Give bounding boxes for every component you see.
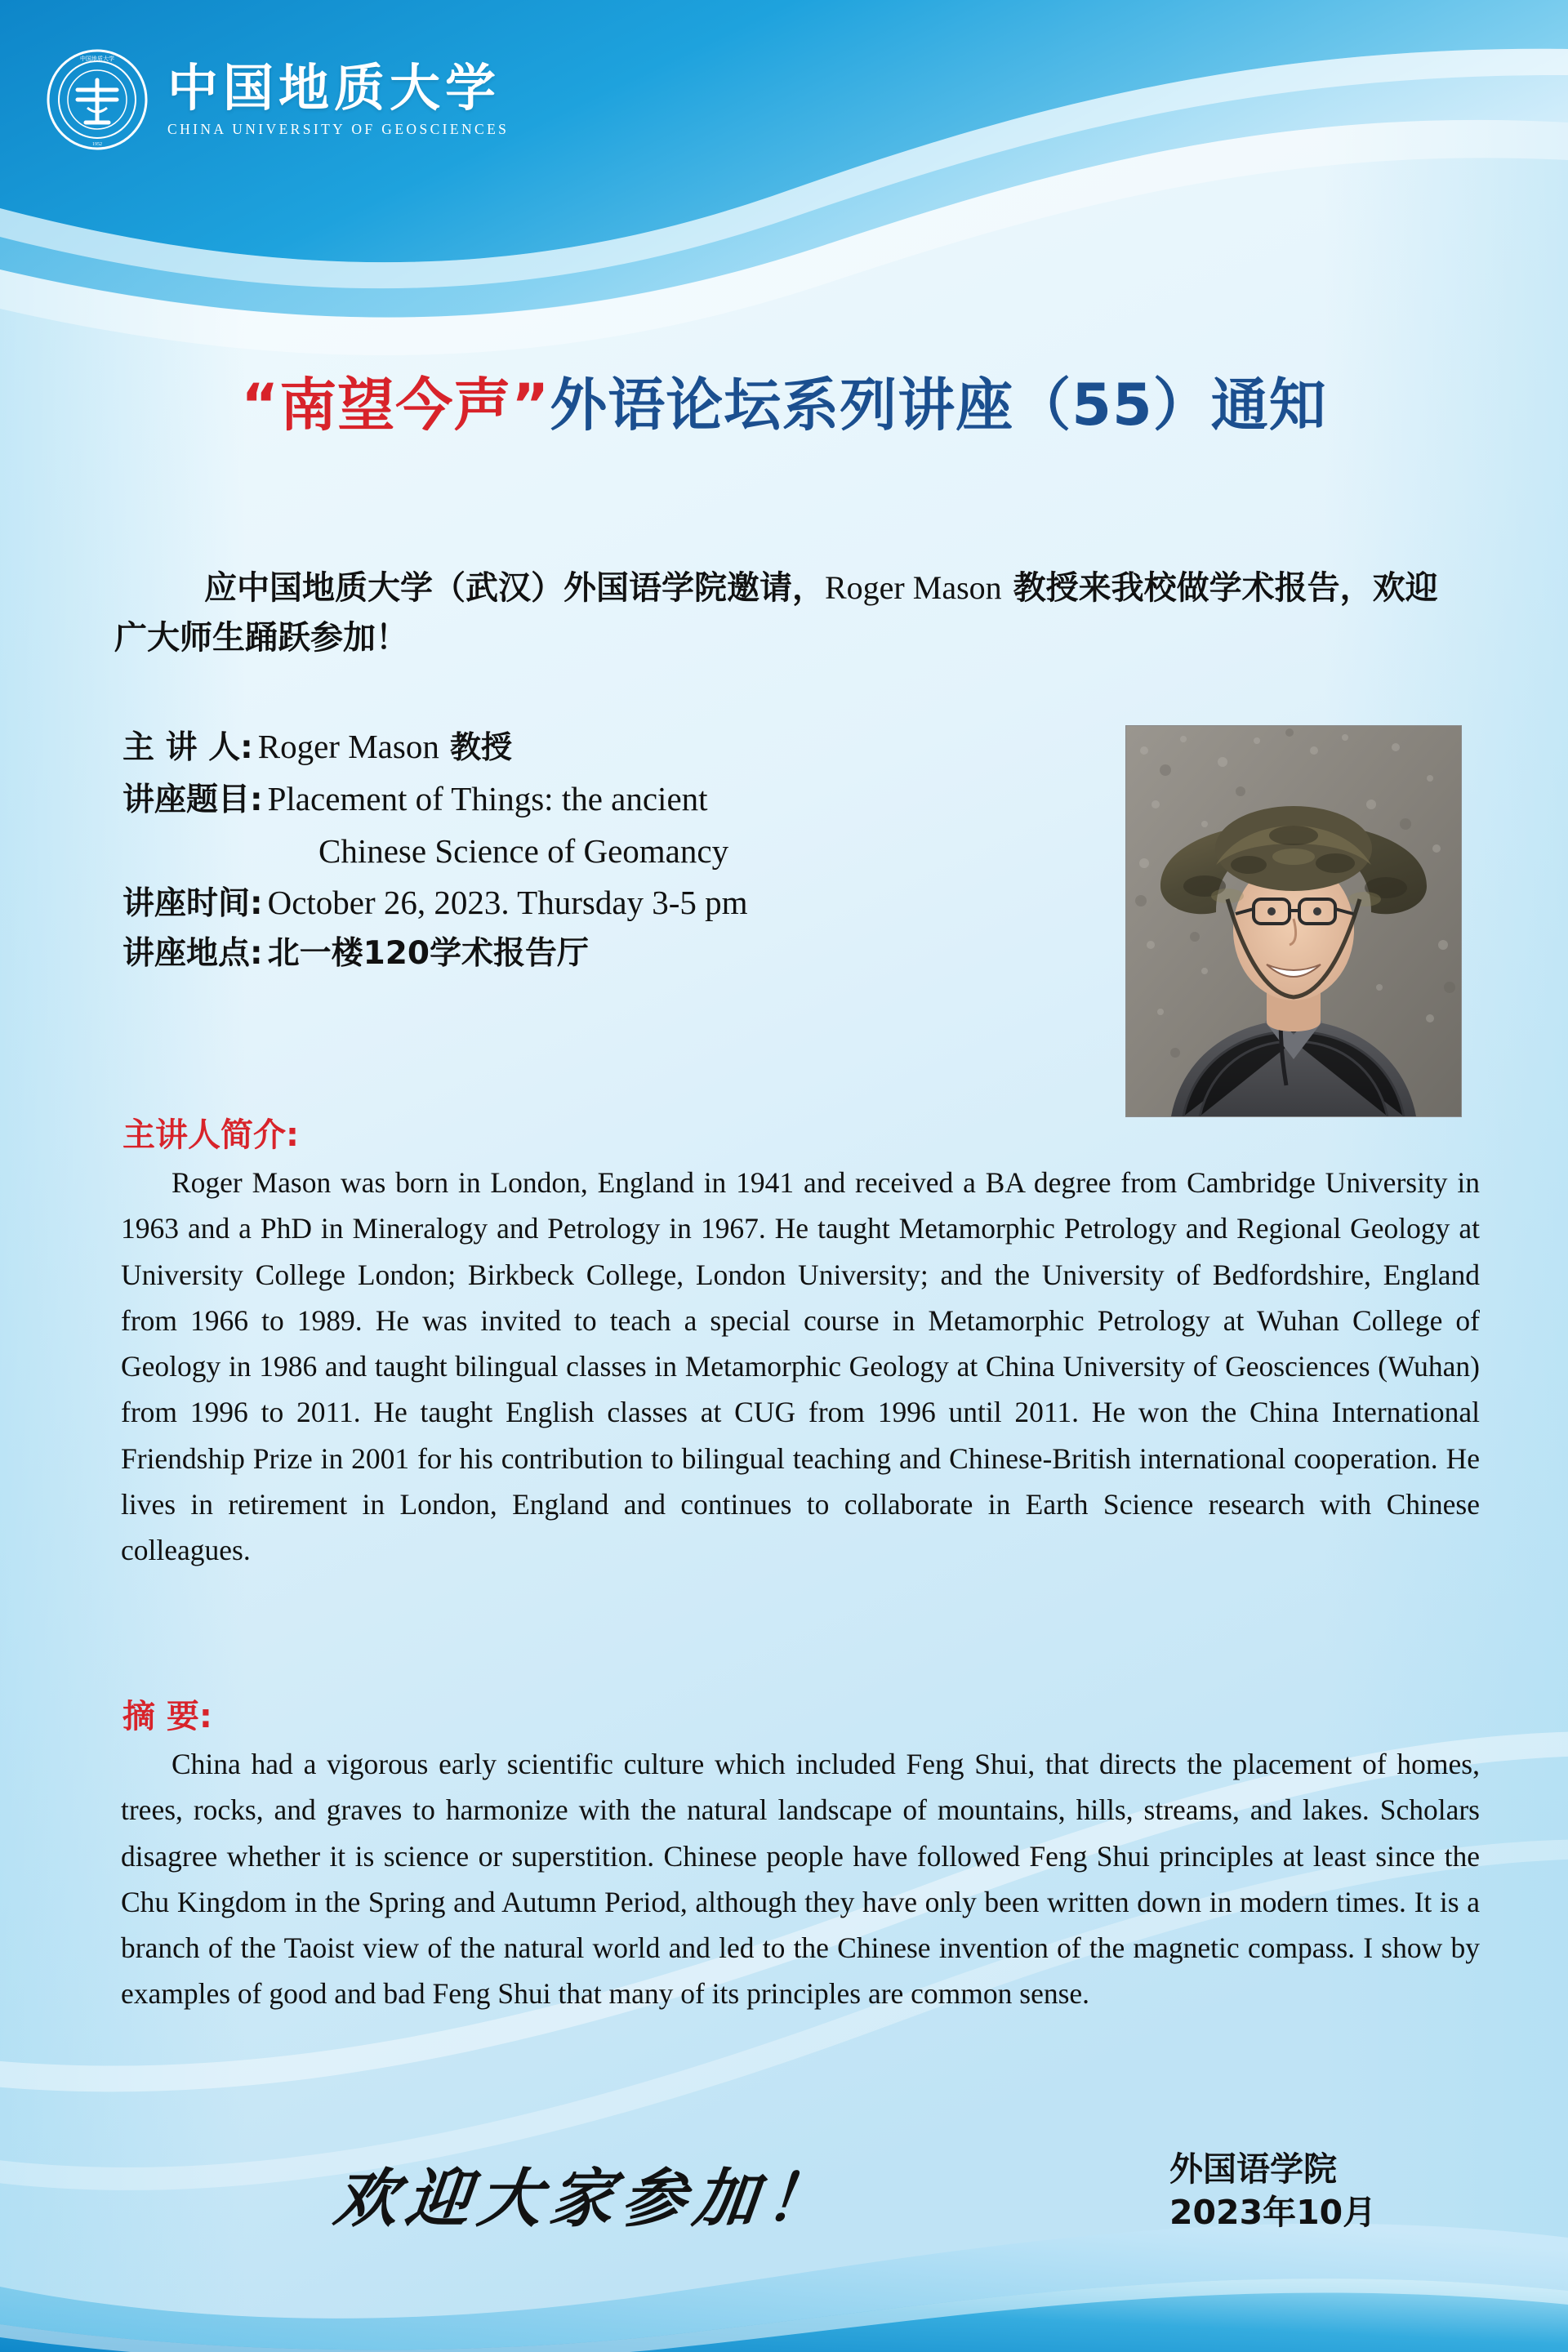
intro-part1: 应中国地质大学（武汉）外国语学院邀请， bbox=[204, 569, 825, 607]
bio-paragraph: Roger Mason was born in London, England in 1941 and received a BA degree from Cambridge University in 1963 and a PhD in Mineralogy and Petrology in 1967. He taught Metamorphic Petrology and Regional Geology at University College London; Birkbeck College, London University; and the University of Bedfordshire, England from 1966 to 1989. He was invited to teach a special course in Metamorphic Petrology at Wuhan College of Geology in 1986 and taught bilingual classes in Metamorphic Geology at China University of Geosciences (Wuhan) from 1996 to 2011. He taught English classes at CUG from 1996 until 2011. He won the China International Friendship Prize in 2001 for his contribution to bilingual teaching and Chinese-British international cooperation. He lives in retirement in London, England and continues to collaborate in Earth Science research with Chinese colleagues. bbox=[121, 1166, 1480, 1567]
info-value-topic: Placement of Things: the ancient bbox=[267, 780, 708, 818]
intro-part2: 教授来我校做学术报告，欢迎广大师生踊跃参加！ bbox=[114, 569, 1438, 657]
page-title bbox=[0, 359, 1568, 442]
bio-heading: 主讲人简介: bbox=[122, 1116, 299, 1154]
signature-date: 2023年10月 bbox=[1169, 2193, 1377, 2233]
page-title-quoted: “南望今声” bbox=[241, 372, 550, 439]
lecture-info bbox=[122, 727, 1102, 985]
info-row-time bbox=[122, 883, 1102, 923]
university-name-cn: 中国地质大学 bbox=[167, 57, 501, 118]
speaker-portrait bbox=[1125, 725, 1462, 1117]
svg-text:1952: 1952 bbox=[92, 142, 102, 147]
speaker-portrait-image bbox=[1126, 726, 1461, 1116]
intro-paragraph bbox=[114, 564, 1462, 663]
info-row-speaker bbox=[122, 727, 1102, 767]
intro-speaker: Roger Mason bbox=[825, 569, 1002, 606]
poster-header bbox=[45, 47, 509, 152]
info-label-speaker: 主 讲 人: bbox=[122, 729, 253, 766]
page-title-rest: 外语论坛系列讲座（55）通知 bbox=[550, 372, 1327, 439]
welcome-slogan: 欢迎大家参加！ bbox=[330, 2163, 842, 2236]
info-row-venue bbox=[122, 935, 1102, 973]
university-name-en: CHINA UNIVERSITY OF GEOSCIENCES bbox=[167, 121, 510, 138]
info-label-time: 讲座时间: bbox=[122, 885, 263, 923]
info-value-speaker: Roger Mason 教授 bbox=[257, 728, 513, 765]
info-label-topic: 讲座题目: bbox=[122, 782, 263, 819]
university-wordmark bbox=[167, 57, 510, 138]
info-label-venue: 讲座地点: bbox=[122, 935, 263, 973]
abstract-paragraph: China had a vigorous early scientific culture which included Feng Shui, that directs the placement of homes, trees, rocks, and graves to harmonize with the natural landscape of mountains, hills, streams, and lakes. Scholars disagree whether it is science or superstition. Chinese people have followed Feng Shui principles at least since the Chu Kingdom in the Spring and Autumn Period, although they have only been written down in modern times. It is a branch of the Taoist view of the natural world and led to the Chinese invention of the magnetic compass. I show by examples of good and bad Feng Shui that many of its principles are common sense. bbox=[121, 1748, 1480, 2011]
info-value-venue: 北一楼120学术报告厅 bbox=[267, 935, 590, 973]
signature-block bbox=[1169, 2148, 1376, 2235]
svg-text:中国地质大学: 中国地质大学 bbox=[80, 56, 114, 62]
university-seal-icon bbox=[45, 47, 149, 152]
info-value-time: October 26, 2023. Thursday 3-5 pm bbox=[267, 884, 748, 922]
info-value-topic-line2: Chinese Science of Geomancy bbox=[318, 832, 729, 871]
info-row-topic bbox=[122, 779, 1102, 819]
signature-org: 外国语学院 bbox=[1169, 2149, 1337, 2189]
abstract-heading: 摘 要: bbox=[122, 1698, 212, 1735]
